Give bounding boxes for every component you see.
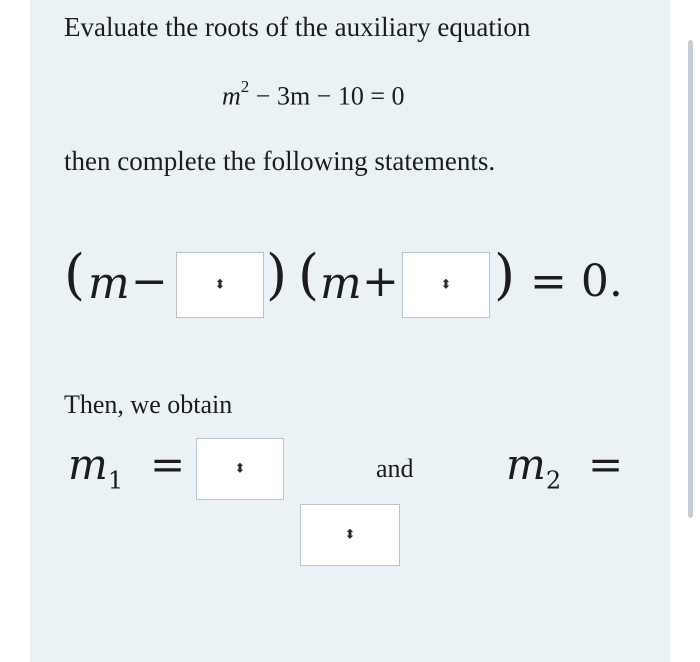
up-down-arrows-icon: ⬍ (344, 527, 356, 543)
root-1-subscript: 1 (107, 466, 124, 495)
root-1-m: m (68, 440, 108, 489)
root-2-m: m (506, 440, 546, 489)
up-down-arrows-icon: ⬍ (440, 277, 452, 293)
root-1-dropdown[interactable] (196, 438, 284, 500)
open-paren-1: ( (64, 243, 86, 306)
close-paren-1: ) (266, 243, 288, 306)
factor-2-dropdown[interactable] (402, 252, 490, 318)
factor-2-plus: + (362, 256, 399, 307)
root-1-variable (68, 440, 123, 494)
close-paren-2: ) (494, 243, 516, 306)
prompt-line-2: then complete the following statements. (64, 146, 496, 176)
open-paren-2: ( (298, 243, 320, 306)
up-down-arrows-icon: ⬍ (214, 277, 226, 293)
equation-rest: − 3m − 10 = 0 (249, 81, 405, 111)
prompt-line-1: Evaluate the roots of the auxiliary equation (64, 12, 531, 42)
root-2-equals: = (588, 440, 624, 489)
then-text: Then, we obtain (64, 390, 233, 419)
factor-1-dropdown[interactable] (176, 252, 264, 318)
factor-1-variable: m (88, 258, 130, 309)
equals-zero: = 0. (530, 256, 623, 307)
factor-1-minus: − (131, 256, 168, 307)
and-text: and (376, 454, 414, 483)
root-2-variable (506, 440, 561, 494)
root-2-subscript: 2 (545, 466, 562, 495)
factor-2-variable: m (320, 258, 362, 309)
vertical-scrollbar[interactable] (688, 40, 693, 518)
equation-variable: m (222, 81, 241, 111)
root-2-dropdown[interactable] (300, 504, 400, 566)
auxiliary-equation (222, 77, 405, 112)
root-1-equals: = (150, 440, 186, 489)
up-down-arrows-icon: ⬍ (234, 461, 246, 477)
equation-exponent: 2 (240, 77, 250, 96)
